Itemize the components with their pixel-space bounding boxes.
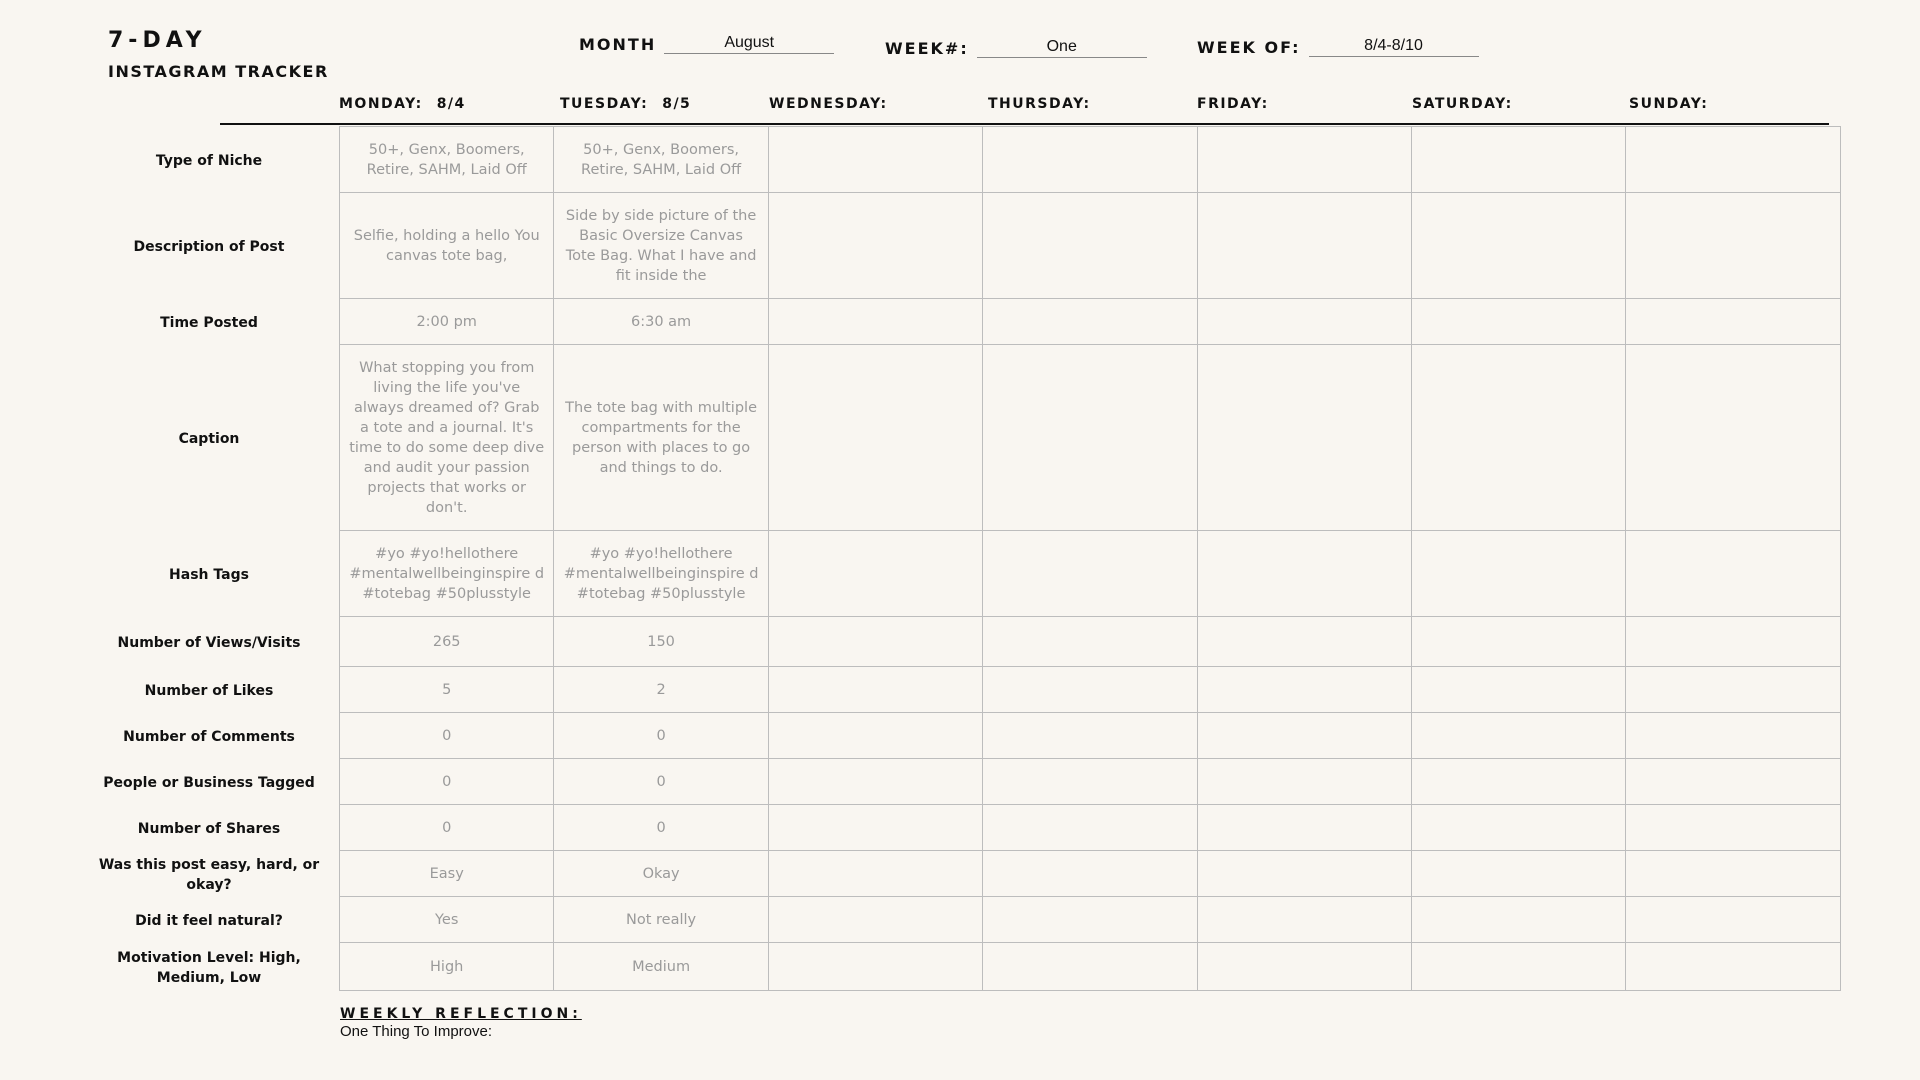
row-label: Was this post easy, hard, or okay? [98, 857, 320, 893]
table-cell[interactable]: 265 [340, 617, 554, 667]
table-cell[interactable] [1626, 193, 1840, 299]
day-header [1629, 96, 1722, 112]
table-cell[interactable] [768, 805, 982, 851]
page-title: 7-DAY [108, 28, 207, 53]
row-label: Caption [178, 431, 240, 447]
table-cell[interactable] [1411, 897, 1625, 943]
day-name: THURSDAY: [988, 96, 1091, 112]
table-cell[interactable] [1197, 193, 1411, 299]
table-cell[interactable] [1197, 805, 1411, 851]
table-cell[interactable] [1197, 897, 1411, 943]
weekly-reflection-prompt[interactable]: One Thing To Improve: [340, 1023, 493, 1040]
table-cell[interactable] [1411, 531, 1625, 617]
table-cell[interactable]: 2:00 pm [340, 299, 554, 345]
table-row [340, 805, 1841, 851]
table-cell[interactable] [1197, 617, 1411, 667]
table-cell[interactable] [983, 851, 1197, 897]
day-name: MONDAY: [339, 96, 423, 112]
row-label: Number of Likes [144, 683, 274, 699]
table-cell[interactable] [1197, 943, 1411, 991]
table-cell[interactable]: #yo #yo!hellothere #mentalwellbeinginspire d #totebag #50plusstyle [340, 531, 554, 617]
table-row [340, 127, 1841, 193]
header-divider [220, 123, 1829, 125]
tracker-table [339, 126, 1841, 991]
row-label: Did it feel natural? [135, 913, 283, 929]
table-cell[interactable] [1411, 127, 1625, 193]
week-number-label: WEEK#: [885, 39, 969, 58]
day-name: TUESDAY: [560, 96, 649, 112]
day-name: WEDNESDAY: [769, 96, 888, 112]
table-cell[interactable] [1197, 531, 1411, 617]
table-cell[interactable] [1626, 667, 1840, 713]
table-cell[interactable] [768, 713, 982, 759]
table-cell[interactable] [983, 299, 1197, 345]
table-cell[interactable] [1411, 667, 1625, 713]
day-header [769, 96, 902, 112]
table-cell[interactable]: 0 [340, 759, 554, 805]
week-number-value[interactable]: One [977, 38, 1147, 58]
table-row [340, 193, 1841, 299]
table-row [340, 299, 1841, 345]
table-cell[interactable]: Selfie, holding a hello You canvas tote bag, [340, 193, 554, 299]
table-cell[interactable] [1626, 617, 1840, 667]
day-name: FRIDAY: [1197, 96, 1269, 112]
table-cell[interactable] [983, 531, 1197, 617]
table-cell[interactable] [1411, 193, 1625, 299]
table-cell[interactable]: 150 [554, 617, 768, 667]
day-header [988, 96, 1105, 112]
table-row [340, 943, 1841, 991]
table-cell[interactable]: 5 [340, 667, 554, 713]
table-cell[interactable]: 2 [554, 667, 768, 713]
table-cell[interactable] [983, 345, 1197, 531]
table-cell[interactable] [1626, 299, 1840, 345]
month-value[interactable]: August [664, 34, 834, 54]
table-cell[interactable] [1411, 943, 1625, 991]
table-cell[interactable] [1197, 299, 1411, 345]
table-cell[interactable]: 0 [340, 805, 554, 851]
page-subtitle: INSTAGRAM TRACKER [108, 62, 329, 81]
table-cell[interactable]: High [340, 943, 554, 991]
table-cell[interactable]: Side by side picture of the Basic Oversize Canvas Tote Bag. What I have and fit inside the [554, 193, 768, 299]
day-date: 8/5 [662, 96, 692, 112]
table-cell[interactable] [1411, 345, 1625, 531]
table-row [340, 617, 1841, 667]
table-cell[interactable] [1411, 805, 1625, 851]
table-cell[interactable]: 0 [340, 713, 554, 759]
row-label: Number of Views/Visits [117, 635, 301, 651]
table-cell[interactable] [1626, 345, 1840, 531]
table-cell[interactable] [1626, 759, 1840, 805]
table-cell[interactable]: Not really [554, 897, 768, 943]
day-name: SUNDAY: [1629, 96, 1709, 112]
row-label: Hash Tags [169, 567, 249, 583]
row-label: Number of Comments [123, 729, 295, 745]
day-header [560, 96, 691, 112]
table-cell[interactable] [983, 805, 1197, 851]
table-row [340, 345, 1841, 531]
table-cell[interactable] [1411, 759, 1625, 805]
week-of-value[interactable]: 8/4-8/10 [1309, 37, 1479, 57]
table-cell[interactable] [1197, 851, 1411, 897]
table-cell[interactable] [983, 667, 1197, 713]
table-cell[interactable] [768, 127, 982, 193]
table-cell[interactable]: The tote bag with multiple compartments for the person with places to go and things to do. [554, 345, 768, 531]
table-cell[interactable] [768, 943, 982, 991]
table-cell[interactable]: 50+, Genx, Boomers, Retire, SAHM, Laid Off [554, 127, 768, 193]
table-cell[interactable] [1626, 531, 1840, 617]
table-cell[interactable] [1626, 851, 1840, 897]
day-header [339, 96, 466, 112]
table-cell[interactable] [768, 897, 982, 943]
day-date: 8/4 [436, 96, 466, 112]
table-cell[interactable] [1626, 713, 1840, 759]
table-cell[interactable] [768, 667, 982, 713]
table-cell[interactable] [768, 299, 982, 345]
table-cell[interactable] [768, 345, 982, 531]
table-row [340, 713, 1841, 759]
table-cell[interactable]: 0 [554, 713, 768, 759]
table-cell[interactable]: Okay [554, 851, 768, 897]
table-cell[interactable] [1197, 713, 1411, 759]
table-cell[interactable]: 0 [554, 805, 768, 851]
table-cell[interactable] [768, 193, 982, 299]
table-cell[interactable] [768, 617, 982, 667]
table-cell[interactable] [983, 713, 1197, 759]
table-cell[interactable]: Easy [340, 851, 554, 897]
table-cell[interactable]: Medium [554, 943, 768, 991]
table-cell[interactable] [983, 943, 1197, 991]
table-cell[interactable] [768, 531, 982, 617]
table-cell[interactable] [1197, 759, 1411, 805]
week-of-label: WEEK OF: [1197, 38, 1301, 57]
day-name: SATURDAY: [1412, 96, 1513, 112]
table-cell[interactable]: #yo #yo!hellothere #mentalwellbeinginspire d #totebag #50plusstyle [554, 531, 768, 617]
row-label: Description of Post [133, 239, 285, 255]
table-cell[interactable] [1626, 805, 1840, 851]
table-cell[interactable] [768, 759, 982, 805]
week-number-field [885, 28, 1147, 58]
row-label: Type of Niche [155, 153, 263, 169]
table-cell[interactable] [1411, 617, 1625, 667]
row-label: Number of Shares [137, 821, 281, 837]
table-cell[interactable] [1411, 299, 1625, 345]
table-row [340, 851, 1841, 897]
table-cell[interactable]: 0 [554, 759, 768, 805]
weekly-reflection-title: WEEKLY REFLECTION: [340, 1006, 582, 1022]
table-cell[interactable] [983, 897, 1197, 943]
week-of-field [1197, 27, 1479, 57]
table-row [340, 759, 1841, 805]
table-row [340, 897, 1841, 943]
month-field [579, 24, 834, 54]
table-cell[interactable] [1197, 127, 1411, 193]
month-label: MONTH [579, 35, 657, 54]
table-cell[interactable]: Yes [340, 897, 554, 943]
row-label: Time Posted [160, 315, 258, 331]
table-cell[interactable]: What stopping you from living the life you've always dreamed of? Grab a tote and a journal. It's time to do some deep dive and audit your passion projects that works or don't. [340, 345, 554, 531]
table-cell[interactable] [768, 851, 982, 897]
table-cell[interactable] [1626, 897, 1840, 943]
table-cell[interactable] [983, 759, 1197, 805]
table-cell[interactable] [1626, 127, 1840, 193]
day-header [1412, 96, 1527, 112]
table-row [340, 531, 1841, 617]
day-header [1197, 96, 1283, 112]
table-cell[interactable] [983, 193, 1197, 299]
table-cell[interactable] [1411, 851, 1625, 897]
table-cell[interactable]: 50+, Genx, Boomers, Retire, SAHM, Laid Off [340, 127, 554, 193]
table-row [340, 667, 1841, 713]
table-cell[interactable] [1197, 667, 1411, 713]
row-label: Motivation Level: High, Medium, Low [117, 950, 301, 986]
table-cell[interactable]: 6:30 am [554, 299, 768, 345]
row-label: People or Business Tagged [103, 775, 315, 791]
table-cell[interactable] [983, 617, 1197, 667]
table-cell[interactable] [983, 127, 1197, 193]
table-cell[interactable] [1626, 943, 1840, 991]
table-cell[interactable] [1411, 713, 1625, 759]
table-cell[interactable] [1197, 345, 1411, 531]
